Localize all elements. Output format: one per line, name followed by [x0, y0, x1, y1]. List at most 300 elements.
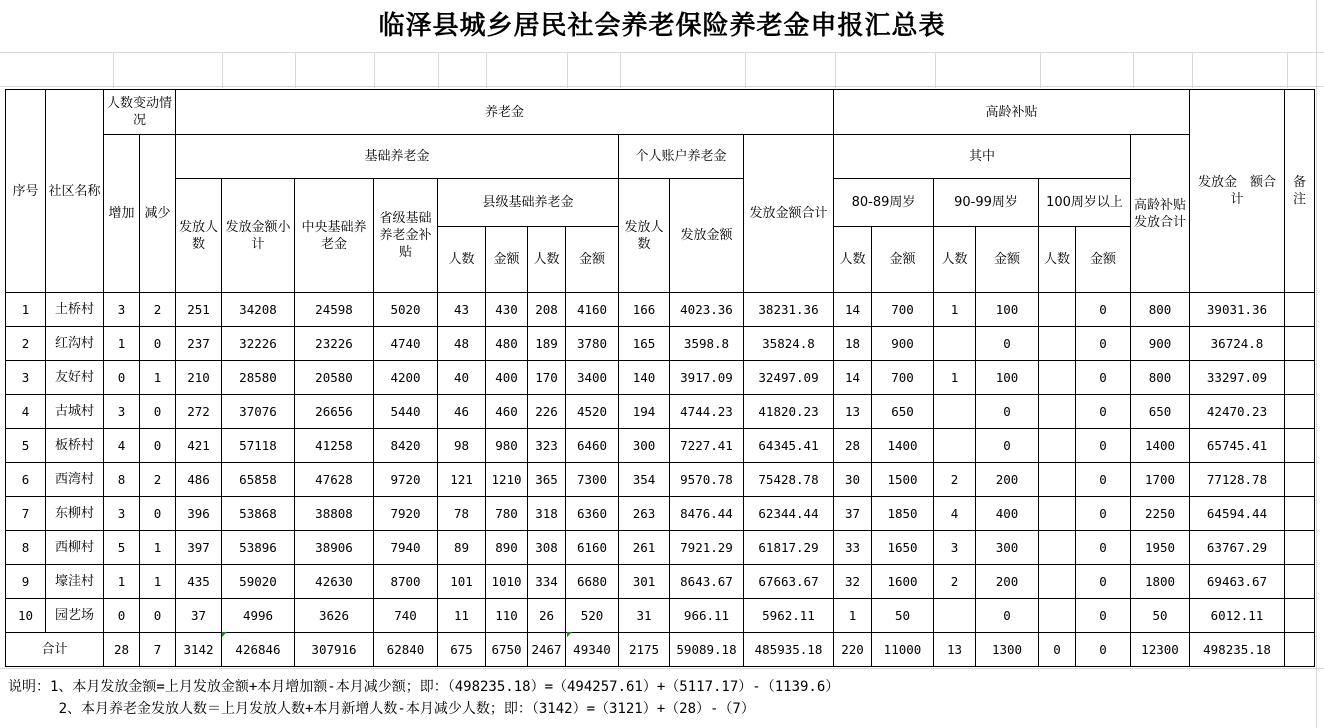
table-cell: 1600: [872, 565, 934, 599]
table-cell: 308: [528, 531, 566, 565]
header-cell: 100周岁以上: [1039, 179, 1131, 227]
note-line-2: 2、本月养老金发放人数＝上月发放人数+本月新增人数-本月减少人数；即：（3142）=（3121）+（28）-（7）: [8, 701, 755, 717]
table-cell: 700: [872, 361, 934, 395]
table-cell: 42630: [295, 565, 374, 599]
table-cell: 0: [976, 429, 1039, 463]
table-cell: 498235.18: [1190, 633, 1285, 667]
table-row: [6, 565, 1315, 599]
table-row: [6, 429, 1315, 463]
notes: [8, 676, 839, 720]
table-cell: [1039, 599, 1076, 633]
table-cell: 900: [872, 327, 934, 361]
table-cell: 9: [6, 565, 46, 599]
table-cell: 30: [834, 463, 872, 497]
header-cell: 发放人数: [176, 179, 222, 293]
table-cell: 272: [176, 395, 222, 429]
table-cell: 100: [976, 361, 1039, 395]
table-cell: 0: [1076, 293, 1131, 327]
table-cell: [934, 599, 976, 633]
table-cell: 23226: [295, 327, 374, 361]
table-cell: 0: [1076, 395, 1131, 429]
table-cell: 西湾村: [46, 463, 104, 497]
table-cell: 61817.29: [744, 531, 834, 565]
table-cell: 14: [834, 293, 872, 327]
table-cell: 26: [528, 599, 566, 633]
totals-label: 合计: [6, 633, 104, 667]
table-cell: 0: [1076, 463, 1131, 497]
table-cell: 307916: [295, 633, 374, 667]
table-cell: 800: [1131, 293, 1190, 327]
table-cell: 4740: [374, 327, 438, 361]
table-cell: 421: [176, 429, 222, 463]
table-cell: 397: [176, 531, 222, 565]
pension-summary-table: [5, 89, 1315, 667]
table-cell: 园艺场: [46, 599, 104, 633]
table-cell: 东柳村: [46, 497, 104, 531]
table-cell: 36724.8: [1190, 327, 1285, 361]
table-cell: 40: [438, 361, 486, 395]
table-cell: 0: [976, 395, 1039, 429]
table-cell: 4: [934, 497, 976, 531]
header-cell: 人数: [934, 227, 976, 293]
table-cell: 67663.67: [744, 565, 834, 599]
table-cell: 4744.23: [670, 395, 744, 429]
table-cell: 426846: [222, 633, 295, 667]
table-cell: [1285, 599, 1315, 633]
table-cell: 65858: [222, 463, 295, 497]
table-cell: [1285, 327, 1315, 361]
table-cell: 2250: [1131, 497, 1190, 531]
table-cell: 0: [976, 599, 1039, 633]
table-cell: [1039, 429, 1076, 463]
table-cell: 33297.09: [1190, 361, 1285, 395]
table-cell: 1400: [872, 429, 934, 463]
header-cell: 金额: [1076, 227, 1131, 293]
table-cell: 0: [1076, 531, 1131, 565]
table-cell: 0: [1076, 429, 1131, 463]
header-cell: 高龄补贴发放合计: [1131, 135, 1190, 293]
table-cell: 6: [6, 463, 46, 497]
table-cell: 4200: [374, 361, 438, 395]
header-cell: 个人账户养老金: [619, 135, 744, 179]
table-cell: 3626: [295, 599, 374, 633]
table-cell: 780: [486, 497, 528, 531]
table-row: [6, 497, 1315, 531]
table-cell: 1: [6, 293, 46, 327]
table-cell: 110: [486, 599, 528, 633]
table-cell: 59020: [222, 565, 295, 599]
header-cell: 发放金额: [670, 179, 744, 293]
table-cell: 0: [104, 599, 140, 633]
table-cell: 194: [619, 395, 670, 429]
header-cell: 养老金: [176, 90, 834, 135]
table-cell: 6750: [486, 633, 528, 667]
table-cell: 4996: [222, 599, 295, 633]
header-cell: 序号: [6, 90, 46, 293]
table-cell: 4520: [566, 395, 619, 429]
table-cell: 237: [176, 327, 222, 361]
table-cell: 200: [976, 565, 1039, 599]
header-cell: 发放金 额合计: [1190, 90, 1285, 293]
table-cell: 土桥村: [46, 293, 104, 327]
table-body: [6, 293, 1315, 633]
table-cell: 37: [176, 599, 222, 633]
table-cell: 3400: [566, 361, 619, 395]
table-cell: 98: [438, 429, 486, 463]
table-cell: 1500: [872, 463, 934, 497]
table-cell: 24598: [295, 293, 374, 327]
header-cell: 金额: [976, 227, 1039, 293]
table-cell: [934, 395, 976, 429]
table-cell: 0: [140, 497, 176, 531]
table-cell: 400: [486, 361, 528, 395]
table-cell: 165: [619, 327, 670, 361]
table-totals: [6, 633, 1315, 667]
table-cell: 435: [176, 565, 222, 599]
table-cell: 46: [438, 395, 486, 429]
table-cell: [1285, 565, 1315, 599]
table-cell: [1285, 497, 1315, 531]
table-cell: 480: [486, 327, 528, 361]
table-cell: 2467: [528, 633, 566, 667]
table-cell: 300: [976, 531, 1039, 565]
header-cell: 90-99周岁: [934, 179, 1039, 227]
table-cell: 3780: [566, 327, 619, 361]
table-cell: [1285, 395, 1315, 429]
table-cell: [1039, 497, 1076, 531]
table-cell: [934, 327, 976, 361]
table-cell: 200: [976, 463, 1039, 497]
table-cell: 0: [1039, 633, 1076, 667]
table-cell: 0: [1076, 327, 1131, 361]
table-cell: 334: [528, 565, 566, 599]
table-cell: 2: [934, 565, 976, 599]
table-cell: 50: [872, 599, 934, 633]
table-cell: [1039, 293, 1076, 327]
table-cell: 486: [176, 463, 222, 497]
table-cell: 63767.29: [1190, 531, 1285, 565]
header-cell: 发放人数: [619, 179, 670, 293]
table-row: [6, 599, 1315, 633]
table-cell: 33: [834, 531, 872, 565]
table-cell: 650: [1131, 395, 1190, 429]
table-cell: 460: [486, 395, 528, 429]
header-cell: 备注: [1285, 90, 1315, 293]
table-cell: 2: [934, 463, 976, 497]
table-cell: 32: [834, 565, 872, 599]
table-cell: 3142: [176, 633, 222, 667]
table-cell: 77128.78: [1190, 463, 1285, 497]
table-row: [6, 327, 1315, 361]
table-cell: 8420: [374, 429, 438, 463]
header-cell: 人数: [528, 227, 566, 293]
table-cell: [1285, 463, 1315, 497]
header-cell: 县级基础养老金: [438, 179, 619, 227]
table-cell: 251: [176, 293, 222, 327]
table-cell: 43: [438, 293, 486, 327]
table-cell: 65745.41: [1190, 429, 1285, 463]
note-line-1: 说明：1、本月发放金额=上月发放金额+本月增加额-本月减少额；即：（498235.18）=（494257.61）+（5117.17）-（1139.6）: [8, 679, 840, 695]
table-cell: 1010: [486, 565, 528, 599]
table-header: [6, 90, 1315, 293]
header-cell: 社区名称: [46, 90, 104, 293]
table-cell: 0: [976, 327, 1039, 361]
table-cell: 48: [438, 327, 486, 361]
table-cell: 318: [528, 497, 566, 531]
table-cell: 2: [6, 327, 46, 361]
table-cell: 6680: [566, 565, 619, 599]
table-cell: 8700: [374, 565, 438, 599]
table-cell: 9570.78: [670, 463, 744, 497]
table-cell: 166: [619, 293, 670, 327]
table-cell: 0: [140, 599, 176, 633]
table-cell: 226: [528, 395, 566, 429]
table-cell: 263: [619, 497, 670, 531]
table-row: [6, 463, 1315, 497]
table-cell: 800: [1131, 361, 1190, 395]
table-cell: 7920: [374, 497, 438, 531]
table-cell: [1039, 361, 1076, 395]
table-cell: 4: [6, 395, 46, 429]
table-cell: 1400: [1131, 429, 1190, 463]
table-cell: 49340: [566, 633, 619, 667]
page-title: 临泽县城乡居民社会养老保险养老金申报汇总表: [378, 11, 946, 41]
table-cell: 7300: [566, 463, 619, 497]
table-cell: 34208: [222, 293, 295, 327]
table-cell: [1285, 429, 1315, 463]
table-cell: 8: [6, 531, 46, 565]
header-cell: 发放金额合计: [744, 135, 834, 293]
table-cell: 3917.09: [670, 361, 744, 395]
table-cell: 208: [528, 293, 566, 327]
table-cell: 41820.23: [744, 395, 834, 429]
table-cell: 37: [834, 497, 872, 531]
table-cell: 210: [176, 361, 222, 395]
table-cell: 0: [1076, 565, 1131, 599]
table-cell: 5440: [374, 395, 438, 429]
table-cell: 3: [104, 395, 140, 429]
header-cell: 人数变动情况: [104, 90, 176, 135]
header-cell: 其中: [834, 135, 1131, 179]
table-cell: 壕洼村: [46, 565, 104, 599]
header-cell: 人数: [1039, 227, 1076, 293]
table-cell: 26656: [295, 395, 374, 429]
table-cell: 1650: [872, 531, 934, 565]
table-cell: 520: [566, 599, 619, 633]
table-cell: 430: [486, 293, 528, 327]
header-cell: 人数: [438, 227, 486, 293]
table-cell: [1039, 463, 1076, 497]
table-cell: 7: [140, 633, 176, 667]
table-cell: 100: [976, 293, 1039, 327]
table-cell: 0: [1076, 361, 1131, 395]
table-cell: 2: [140, 293, 176, 327]
table-cell: 35824.8: [744, 327, 834, 361]
table-cell: 740: [374, 599, 438, 633]
table-cell: 3598.8: [670, 327, 744, 361]
table-cell: 28: [104, 633, 140, 667]
header-cell: 金额: [566, 227, 619, 293]
table-row: [6, 293, 1315, 327]
table-cell: 64594.44: [1190, 497, 1285, 531]
table-cell: 1: [104, 565, 140, 599]
table-cell: 42470.23: [1190, 395, 1285, 429]
table-cell: 966.11: [670, 599, 744, 633]
table-cell: 3: [6, 361, 46, 395]
table-row: [6, 395, 1315, 429]
table-cell: 1: [104, 327, 140, 361]
header-cell: 80-89周岁: [834, 179, 934, 227]
table-cell: 5: [6, 429, 46, 463]
table-cell: 890: [486, 531, 528, 565]
table-cell: 0: [1076, 497, 1131, 531]
table-cell: 53868: [222, 497, 295, 531]
table-cell: 5020: [374, 293, 438, 327]
table-cell: 121: [438, 463, 486, 497]
table-cell: 32497.09: [744, 361, 834, 395]
table-cell: [1285, 633, 1315, 667]
table-cell: 11: [438, 599, 486, 633]
table-cell: 78: [438, 497, 486, 531]
table-cell: 0: [140, 429, 176, 463]
table-cell: [1285, 361, 1315, 395]
table-cell: 3: [934, 531, 976, 565]
table-cell: 170: [528, 361, 566, 395]
table-cell: 1: [834, 599, 872, 633]
table-cell: 1950: [1131, 531, 1190, 565]
table-cell: 300: [619, 429, 670, 463]
table-cell: 396: [176, 497, 222, 531]
table-cell: 5: [104, 531, 140, 565]
table-cell: 8: [104, 463, 140, 497]
header-cell: 发放金额小计: [222, 179, 295, 293]
table-cell: 0: [140, 327, 176, 361]
table-cell: 20580: [295, 361, 374, 395]
table-cell: 400: [976, 497, 1039, 531]
table-cell: 板桥村: [46, 429, 104, 463]
table-cell: 2175: [619, 633, 670, 667]
table-cell: 301: [619, 565, 670, 599]
table-cell: 89: [438, 531, 486, 565]
table-cell: 1210: [486, 463, 528, 497]
table-cell: 38906: [295, 531, 374, 565]
table-cell: 3: [104, 497, 140, 531]
table-cell: 650: [872, 395, 934, 429]
header-cell: 金额: [486, 227, 528, 293]
table-cell: 红沟村: [46, 327, 104, 361]
table-cell: 1300: [976, 633, 1039, 667]
table-cell: 13: [834, 395, 872, 429]
table-cell: [1039, 327, 1076, 361]
table-cell: 1: [140, 531, 176, 565]
header-cell: 省级基础养老金补贴: [374, 179, 438, 293]
header-cell: 高龄补贴: [834, 90, 1190, 135]
table-cell: 14: [834, 361, 872, 395]
table-cell: 0: [104, 361, 140, 395]
table-cell: 675: [438, 633, 486, 667]
table-cell: 69463.67: [1190, 565, 1285, 599]
table-cell: 354: [619, 463, 670, 497]
table-cell: 6460: [566, 429, 619, 463]
table-cell: 12300: [1131, 633, 1190, 667]
header-cell: 增加: [104, 135, 140, 293]
header-cell: 减少: [140, 135, 176, 293]
table-row: [6, 361, 1315, 395]
table-cell: 13: [934, 633, 976, 667]
table-cell: 6160: [566, 531, 619, 565]
table-cell: 古城村: [46, 395, 104, 429]
table-cell: [934, 429, 976, 463]
table-cell: 18: [834, 327, 872, 361]
table-cell: 700: [872, 293, 934, 327]
table-cell: 1: [934, 293, 976, 327]
table-cell: 62344.44: [744, 497, 834, 531]
table-cell: 75428.78: [744, 463, 834, 497]
table-cell: 59089.18: [670, 633, 744, 667]
table-cell: 32226: [222, 327, 295, 361]
totals-row: [6, 633, 1315, 667]
table-cell: 323: [528, 429, 566, 463]
header-cell: 基础养老金: [176, 135, 619, 179]
table-cell: 53896: [222, 531, 295, 565]
table-row: [6, 531, 1315, 565]
table-cell: 西柳村: [46, 531, 104, 565]
table-cell: 28: [834, 429, 872, 463]
table-cell: 220: [834, 633, 872, 667]
table-cell: 2: [140, 463, 176, 497]
table-cell: 41258: [295, 429, 374, 463]
table-cell: 101: [438, 565, 486, 599]
table-cell: 189: [528, 327, 566, 361]
cell-error-marker: [222, 632, 227, 637]
table-cell: 8643.67: [670, 565, 744, 599]
table-cell: 261: [619, 531, 670, 565]
table-cell: [1039, 395, 1076, 429]
table-cell: 57118: [222, 429, 295, 463]
table-cell: [1039, 531, 1076, 565]
table-cell: 0: [140, 395, 176, 429]
table-cell: 4023.36: [670, 293, 744, 327]
table-cell: 0: [1076, 633, 1131, 667]
header-cell: 金额: [872, 227, 934, 293]
table-cell: 1: [140, 565, 176, 599]
cell-error-marker: [567, 632, 572, 637]
table-cell: 3: [104, 293, 140, 327]
header-cell: 人数: [834, 227, 872, 293]
table-cell: 友好村: [46, 361, 104, 395]
table-cell: 4160: [566, 293, 619, 327]
table-cell: 485935.18: [744, 633, 834, 667]
table-cell: 28580: [222, 361, 295, 395]
table-cell: 11000: [872, 633, 934, 667]
table-cell: [1285, 531, 1315, 565]
header-cell: 中央基础养老金: [295, 179, 374, 293]
table-cell: [1285, 293, 1315, 327]
table-cell: 140: [619, 361, 670, 395]
table-cell: 365: [528, 463, 566, 497]
table-cell: 9720: [374, 463, 438, 497]
table-cell: 7940: [374, 531, 438, 565]
table-cell: 0: [1076, 599, 1131, 633]
table-cell: 37076: [222, 395, 295, 429]
table-cell: [1039, 565, 1076, 599]
table-cell: 8476.44: [670, 497, 744, 531]
table-cell: 1800: [1131, 565, 1190, 599]
table-cell: 7: [6, 497, 46, 531]
table-cell: 7227.41: [670, 429, 744, 463]
table-cell: 7921.29: [670, 531, 744, 565]
table-cell: 6360: [566, 497, 619, 531]
